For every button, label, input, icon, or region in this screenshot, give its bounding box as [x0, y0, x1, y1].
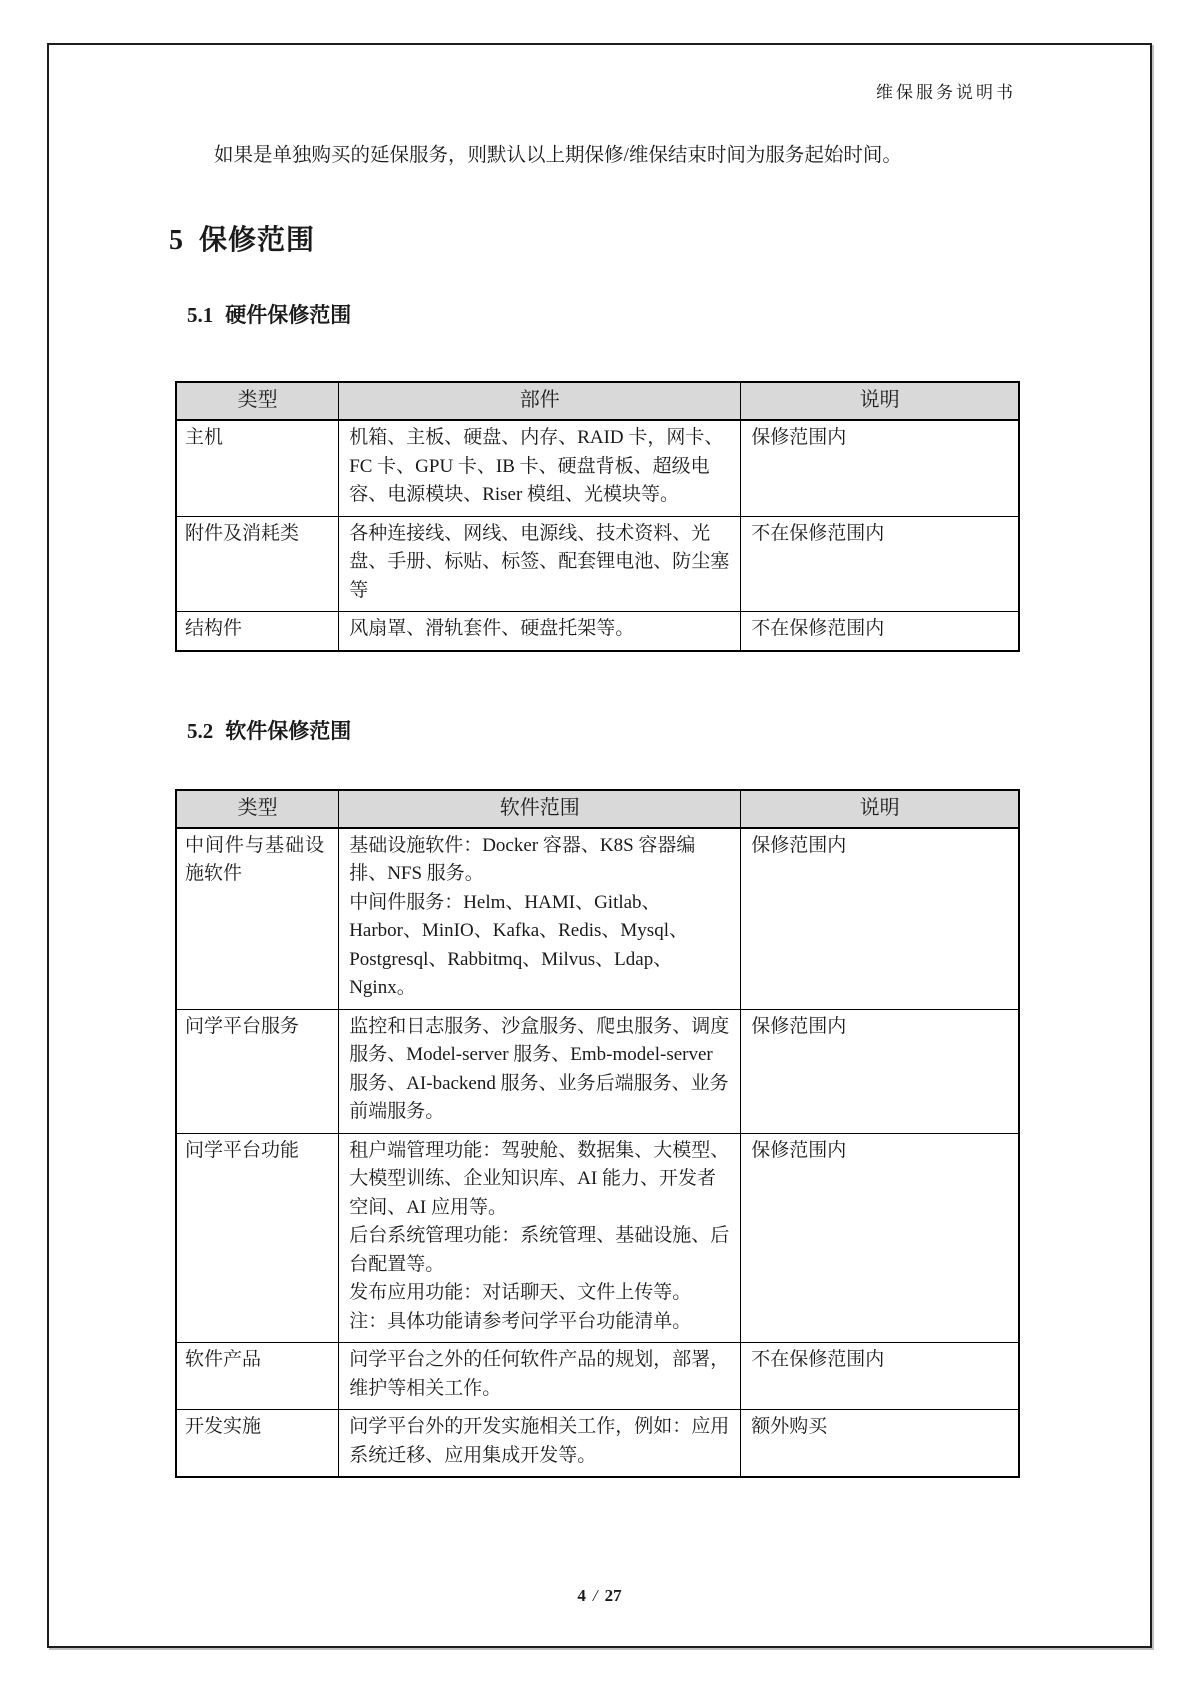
section-5-1-heading [187, 300, 1016, 331]
software-table-header-row [176, 790, 1019, 828]
hardware-header-type: 类型 [176, 382, 339, 420]
hardware-row-note: 不在保修范围内 [741, 612, 1019, 651]
hardware-row-parts: 各种连接线、网线、电源线、技术资料、光盘、手册、标贴、标签、配套锂电池、防尘塞等 [339, 516, 741, 612]
scope-paragraph: 基础设施软件：Docker 容器、K8S 容器编排、NFS 服务。 [349, 834, 696, 884]
hardware-row-type: 附件及消耗类 [176, 516, 339, 612]
scope-paragraph: 租户端管理功能：驾驶舱、数据集、大模型、大模型训练、企业知识库、AI 能力、开发者空间、AI 应用等。 [349, 1139, 730, 1218]
hardware-row-note: 保修范围内 [741, 420, 1019, 516]
software-row-type: 中间件与基础设施软件 [176, 828, 339, 1010]
hardware-header-note: 说明 [741, 382, 1019, 420]
scope-paragraph: 监控和日志服务、沙盒服务、爬虫服务、调度服务、Model-server 服务、Emb-model-server 服务、AI-backend 服务、业务后端服务、业务前端服务。 [349, 1015, 730, 1122]
scope-paragraph: 发布应用功能：对话聊天、文件上传等。 [349, 1282, 692, 1303]
hardware-warranty-table [175, 381, 1020, 652]
software-row-note: 保修范围内 [741, 1009, 1019, 1133]
scope-paragraph: 问学平台外的开发实施相关工作，例如：应用系统迁移、应用集成开发等。 [349, 1416, 730, 1466]
software-row-scope [339, 1410, 741, 1478]
page-number-total: 27 [604, 1586, 622, 1605]
software-row-type: 开发实施 [176, 1410, 339, 1478]
scope-paragraph: 注：具体功能请参考问学平台功能清单。 [349, 1310, 692, 1332]
hardware-row-parts: 机箱、主板、硬盘、内存、RAID 卡，网卡、FC 卡、GPU 卡、IB 卡、硬盘背板、超级电容、电源模块、Riser 模组、光模块等。 [339, 420, 741, 516]
software-row-note: 保修范围内 [741, 828, 1019, 1010]
software-header-scope: 软件范围 [339, 790, 741, 828]
page-number [49, 1586, 1150, 1606]
software-row-scope [339, 828, 741, 1010]
table-row [176, 420, 1019, 516]
software-warranty-table [175, 789, 1020, 1479]
intro-paragraph: 如果是单独购买的延保服务，则默认以上期保修/维保结束时间为服务起始时间。 [214, 145, 902, 166]
document-header: 维保服务说明书 [876, 83, 1016, 102]
software-row-note: 不在保修范围内 [741, 1343, 1019, 1410]
software-row-scope [339, 1009, 741, 1133]
table-row [176, 1410, 1019, 1478]
table-row [176, 828, 1019, 1010]
table-row [176, 1009, 1019, 1133]
section-5-1-number: 5.1 [187, 303, 214, 327]
software-row-note: 额外购买 [741, 1410, 1019, 1478]
software-row-type: 问学平台功能 [176, 1133, 339, 1343]
section-5-1-title: 硬件保修范围 [225, 304, 352, 327]
software-row-type: 问学平台服务 [176, 1009, 339, 1133]
hardware-table-header-row [176, 382, 1019, 420]
table-row [176, 1343, 1019, 1410]
section-5-2-heading [187, 716, 1016, 747]
table-row [176, 516, 1019, 612]
table-row [176, 612, 1019, 651]
section-5-number: 5 [169, 225, 183, 256]
scope-paragraph: 后台系统管理功能：系统管理、基础设施、后台配置等。 [349, 1225, 730, 1275]
hardware-row-note: 不在保修范围内 [741, 516, 1019, 612]
hardware-header-parts: 部件 [339, 382, 741, 420]
section-5-title: 保修范围 [199, 224, 316, 255]
page-border [47, 43, 1152, 1648]
software-header-type: 类型 [176, 790, 339, 828]
software-row-note: 保修范围内 [741, 1133, 1019, 1343]
software-row-scope [339, 1343, 741, 1410]
section-5-2-number: 5.2 [187, 718, 214, 743]
page-number-current: 4 [577, 1586, 586, 1605]
hardware-row-type: 结构件 [176, 612, 339, 651]
table-row [176, 1133, 1019, 1343]
scope-paragraph: 中间件服务：Helm、HAMI、Gitlab、Harbor、MinIO、Kafka、Redis、Mysql、Postgresql、Rabbitmq、Milvus、Ldap、Nginx。 [349, 891, 688, 998]
page-number-separator: / [592, 1586, 598, 1605]
software-row-scope [339, 1133, 741, 1343]
software-row-type: 软件产品 [176, 1343, 339, 1410]
section-5-2-title: 软件保修范围 [225, 719, 352, 743]
scope-paragraph: 问学平台之外的任何软件产品的规划，部署，维护等相关工作。 [349, 1349, 730, 1399]
section-5-heading [169, 221, 1016, 260]
software-header-note: 说明 [741, 790, 1019, 828]
hardware-row-type: 主机 [176, 420, 339, 516]
hardware-row-parts: 风扇罩、滑轨套件、硬盘托架等。 [339, 612, 741, 651]
